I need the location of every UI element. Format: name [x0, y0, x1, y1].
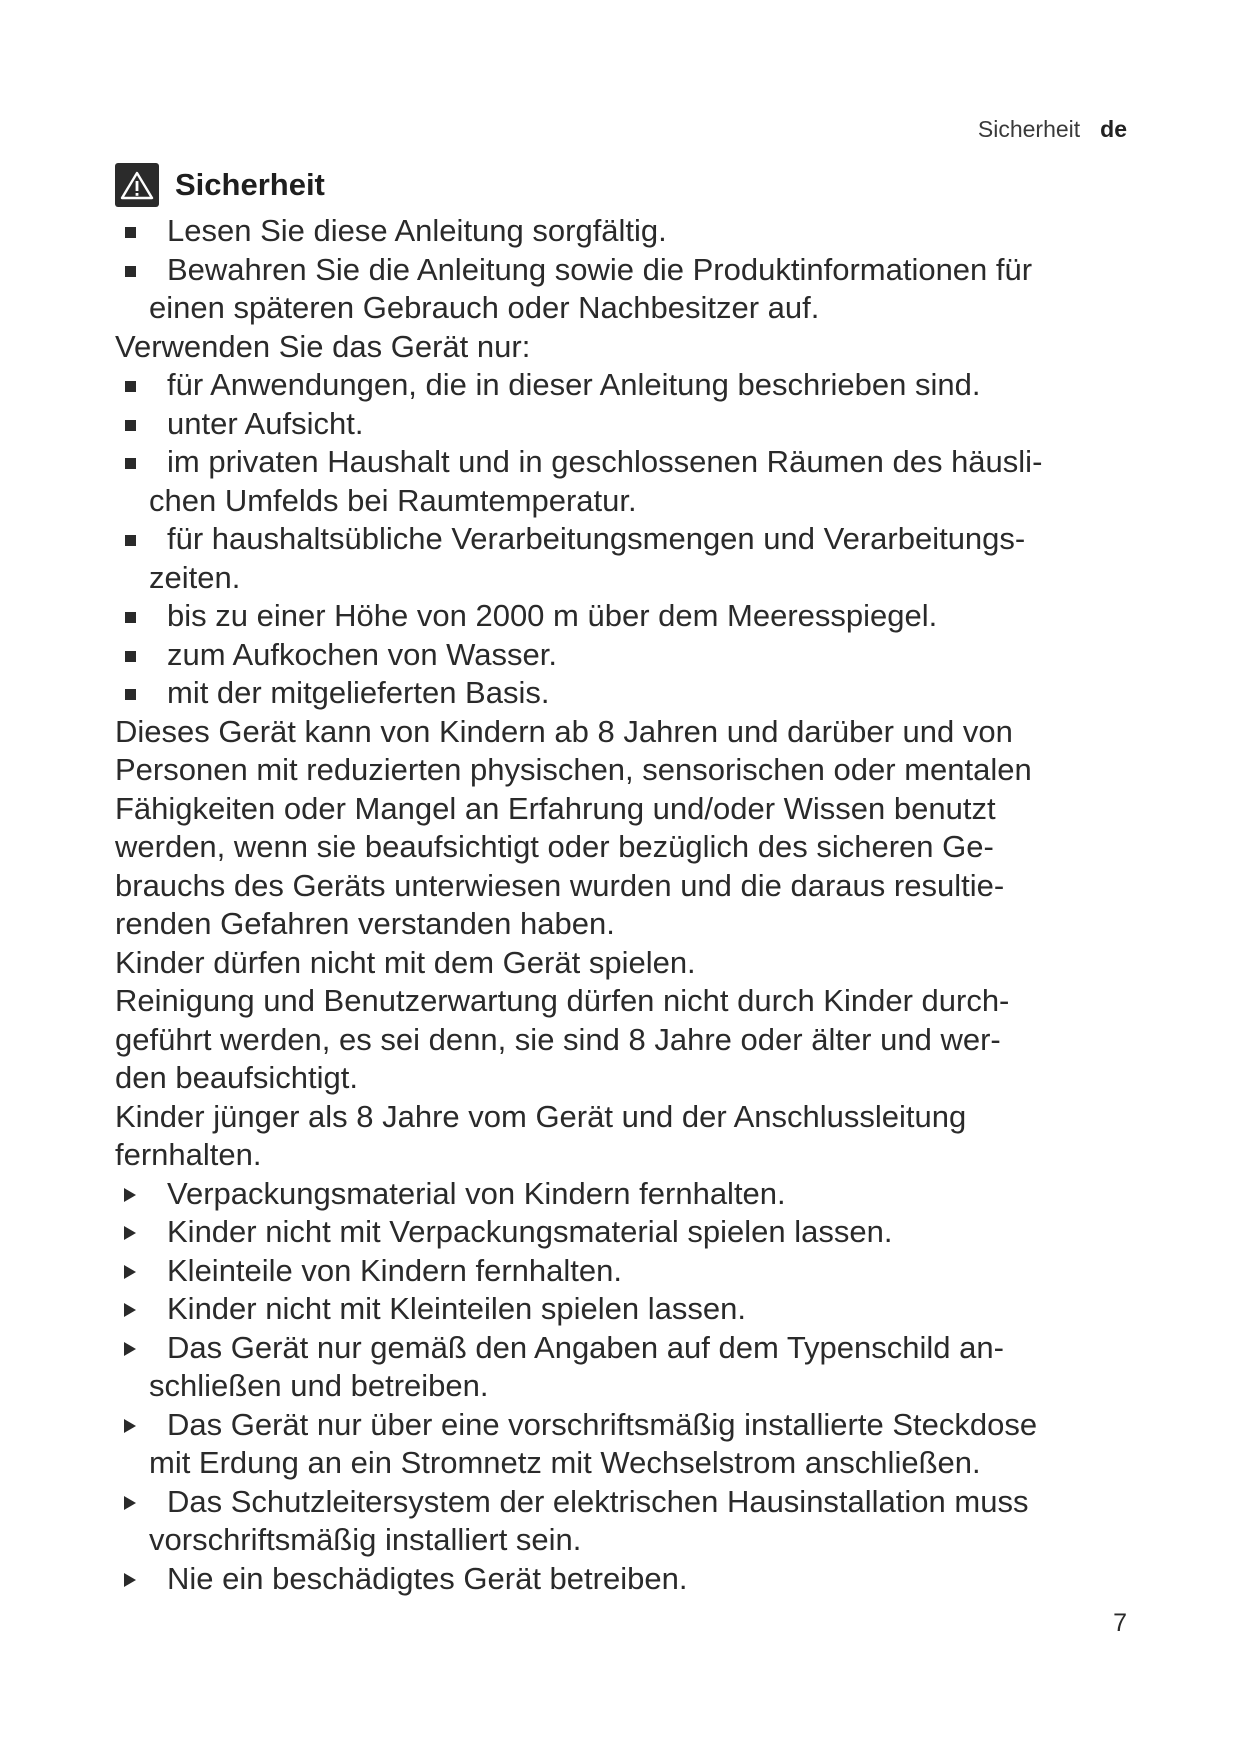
action-item: Das Gerät nur über eine vorschriftsmäßig installierte Steckdose mit Erdung an ein Stromnetz mit Wechselstrom anschließen.: [115, 1406, 1147, 1483]
list-item: bis zu einer Höhe von 2000 m über dem Meeresspiegel.: [115, 597, 1147, 636]
list-item: für haushaltsübliche Verarbeitungsmengen und Verarbeitungs- zeiten.: [115, 520, 1147, 597]
list-item: zum Aufkochen von Wasser.: [115, 636, 1147, 675]
action-item: Das Schutzleitersystem der elektrischen Hausinstallation muss vorschriftsmäßig installiert sein.: [115, 1483, 1147, 1560]
square-bullet-icon: [125, 420, 136, 431]
arrow-bullet-icon: [124, 1419, 136, 1433]
arrow-bullet-icon: [124, 1226, 136, 1240]
arrow-bullet-icon: [124, 1265, 136, 1279]
square-bullet-icon: [125, 381, 136, 392]
action-item: Das Gerät nur gemäß den Angaben auf dem Typenschild an- schließen und betreiben.: [115, 1329, 1147, 1406]
section-heading: [115, 162, 1147, 208]
paragraph: Verwenden Sie das Gerät nur:: [115, 328, 531, 364]
arrow-bullet-icon: [124, 1573, 136, 1587]
page-title: Sicherheit: [175, 167, 325, 202]
square-bullet-icon: [125, 689, 136, 700]
square-bullet-icon: [125, 651, 136, 662]
arrow-bullet-icon: [124, 1342, 136, 1356]
list-item: Bewahren Sie die Anleitung sowie die Produktinformationen für einen späteren Gebrauch oder Nachbesitzer auf.: [115, 251, 1147, 328]
square-bullet-icon: [125, 612, 136, 623]
action-item: Kinder nicht mit Verpackungsmaterial spielen lassen.: [115, 1213, 1147, 1252]
paragraph: Kinder dürfen nicht mit dem Gerät spielen.: [115, 944, 696, 980]
square-bullet-icon: [125, 535, 136, 546]
action-item: Verpackungsmaterial von Kindern fernhalten.: [115, 1175, 1147, 1214]
list-item: für Anwendungen, die in dieser Anleitung beschrieben sind.: [115, 366, 1147, 405]
arrow-bullet-icon: [124, 1496, 136, 1510]
arrow-bullet-icon: [124, 1188, 136, 1202]
list-item: mit der mitgelieferten Basis.: [115, 674, 1147, 713]
paragraph: Kinder jünger als 8 Jahre vom Gerät und der Anschlussleitung fernhalten.: [115, 1098, 967, 1172]
action-item: Kinder nicht mit Kleinteilen spielen lassen.: [115, 1290, 1147, 1329]
warning-triangle-icon: [115, 163, 159, 207]
list-item: unter Aufsicht.: [115, 405, 1147, 444]
square-bullet-icon: [125, 227, 136, 238]
list-item: im privaten Haushalt und in geschlossenen Räumen des häusli- chen Umfelds bei Raumtemperatur.: [115, 443, 1147, 520]
list-item: Lesen Sie diese Anleitung sorgfältig.: [115, 212, 1147, 251]
action-item: Nie ein beschädigtes Gerät betreiben.: [115, 1560, 1147, 1599]
square-bullet-icon: [125, 266, 136, 277]
page-content: [115, 162, 1147, 1598]
running-header: [978, 114, 1127, 144]
paragraph: Reinigung und Benutzerwartung dürfen nicht durch Kinder durch- geführt werden, es sei denn, sie sind 8 Jahre oder älter und wer- den beaufsichtigt.: [115, 983, 1010, 1095]
paragraph: Dieses Gerät kann von Kindern ab 8 Jahren und darüber und von Personen mit reduzierten physischen, sensorischen oder mentalen Fähigkeiten oder Mangel an Erfahrung und/oder Wissen benutzt werden, wenn sie beaufsichtigt oder bezüglich des sicheren Ge- brauchs des Geräts unterwiesen wurden und die daraus resultie- renden Gefahren verstanden haben.: [115, 713, 1032, 941]
running-header-section: Sicherheit: [977, 116, 1081, 142]
arrow-bullet-icon: [124, 1303, 136, 1317]
square-bullet-icon: [125, 458, 136, 469]
language-code: de: [1100, 116, 1127, 142]
action-item: Kleinteile von Kindern fernhalten.: [115, 1252, 1147, 1291]
page-number: 7: [1113, 1609, 1127, 1637]
